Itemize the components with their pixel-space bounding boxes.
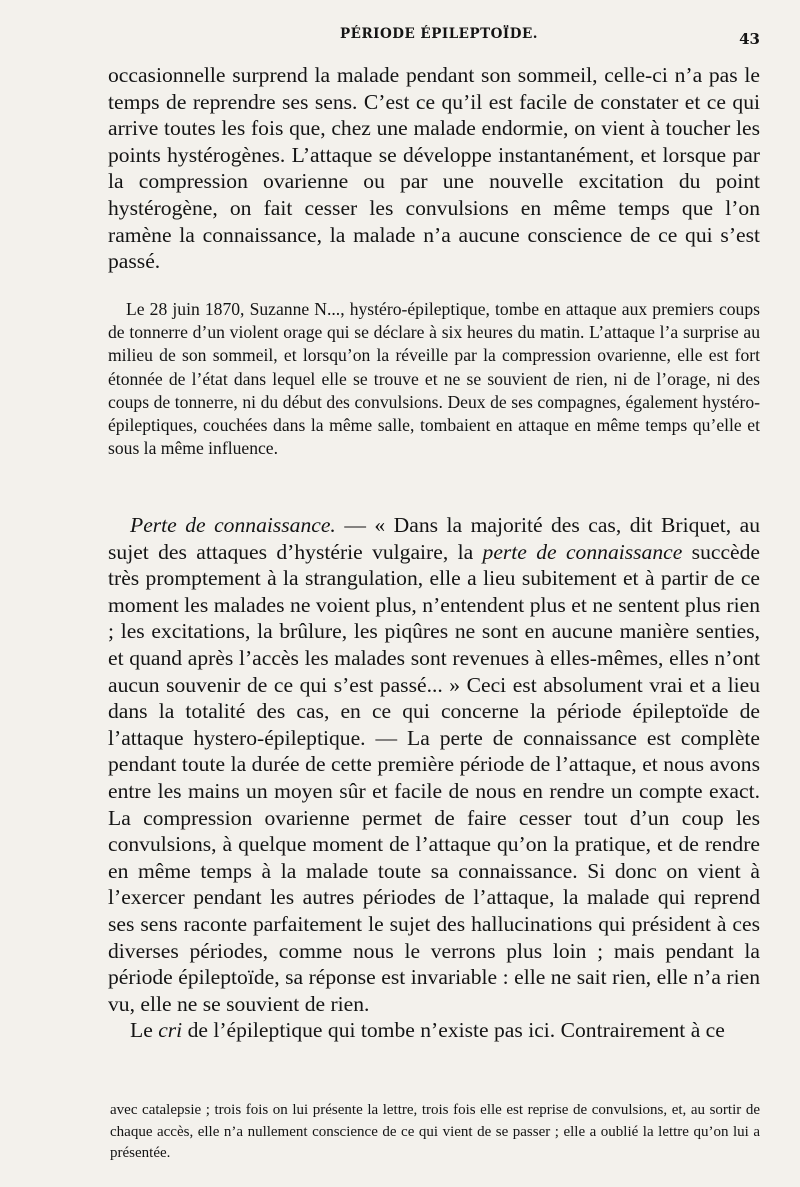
loss-of-consciousness-section [108, 512, 760, 1044]
loss-of-consciousness-paragraph [108, 512, 760, 1017]
cry-emphasized-term: cri [158, 1018, 183, 1043]
running-title: PÉRIODE ÉPILEPTOÏDE. [340, 26, 538, 42]
running-head [0, 22, 800, 52]
section-heading: Perte de connaissance. [130, 513, 336, 537]
cry-text-part-b: de l’épileptique qui tombe n’existe pas ici. Contrairement à ce [182, 1018, 725, 1043]
case-report-text: Le 28 juin 1870, Suzanne N..., hystéro-épileptique, tombe en attaque aux premiers coups de tonnerre d’un violent orage qui se déclare à six heures du matin. L’attaque l’a surprise au milieu de son sommeil, et lorsqu’on la réveille par la compression ovarienne, elle est fort étonnée de l’état dans lequel elle se trouve et ne se souvient de rien, ni de l’orage, ni des coups de tonnerre, ni du début des convulsions. Deux de ses compagnes, également hystéro-épileptiques, couchées dans la même salle, tombaient en attaque en même temps qu’elle et sous la même influence. [108, 299, 760, 459]
cry-text-part-a: Le [130, 1018, 159, 1043]
paragraph-text-part-a: — « Dans la majorité des cas, dit Briquet, au sujet des attaques d’hystérie vulgaire, la [108, 513, 761, 564]
footnote: avec catalepsie ; trois fois on lui présente la lettre, trois fois elle est reprise de convulsions, et, au sortir de chaque accès, elle n’a nullement conscience de ce qui vient de se passer ; elle a oublié la lettre qu’on lui a présentée. [110, 1102, 760, 1161]
paragraph-text: occasionnelle surprend la malade pendant son sommeil, celle-ci n’a pas le temps de reprendre ses sens. C’est ce qu’il est facile de constater et ce qui arrive toutes les fois que, chez une malade endormie, on vient à toucher les points hystérogènes. L’attaque se développe instantanément, et lorsque par la compression ovarienne ou par une nouvelle excitation du point hystérogène, on fait cesser les convulsions en même temps que l’on ramène la connaissance, la malade n’a aucune conscience de ce qui s’est passé. [108, 63, 760, 274]
paragraph-text-part-b: succède très promptement à la strangulation, elle a lieu subitement et à partir de ce moment les malades ne voient plus, n’entendent plus et ne sentent plus rien ; les excitations, la brûlure, les piqûres ne sont en aucune manière senties, et quand après l’accès les malades sont revenues à elles-mêmes, elles n’ont aucun souvenir de ce qui s’est passé... » Ceci est absolument vrai et a lieu dans la totalité des cas, en ce qui concerne la période épileptoïde de l’attaque hystero-épileptique. — La perte de connaissance est complète pendant toute la durée de cette première période de l’attaque, et nous avons entre les mains un moyen sûr et facile de nous en rendre un compte exact. La compression ovarienne permet de faire cesser tout d’un coup les convulsions, à quelque moment de l’attaque qu’on la pratique, et de rendre en même temps à la malade toute sa connaissance. Si donc on vient à l’exercer pendant les autres périodes de l’attaque, la malade qui reprend ses sens raconte parfaitement le sujet des hallucinations qui président à ces diverses périodes, comme nous le verrons plus loin ; mais pendant la période épileptoïde, sa réponse est invariable : elle ne sait rien, elle n’a rien vu, elle ne se souvient de rien. [108, 539, 760, 1016]
case-report-paragraph [108, 298, 760, 460]
cry-paragraph [108, 1017, 760, 1044]
paragraph-continuation [108, 62, 760, 275]
emphasized-term: perte de connaissance [482, 539, 683, 564]
page-number: 43 [739, 30, 760, 48]
